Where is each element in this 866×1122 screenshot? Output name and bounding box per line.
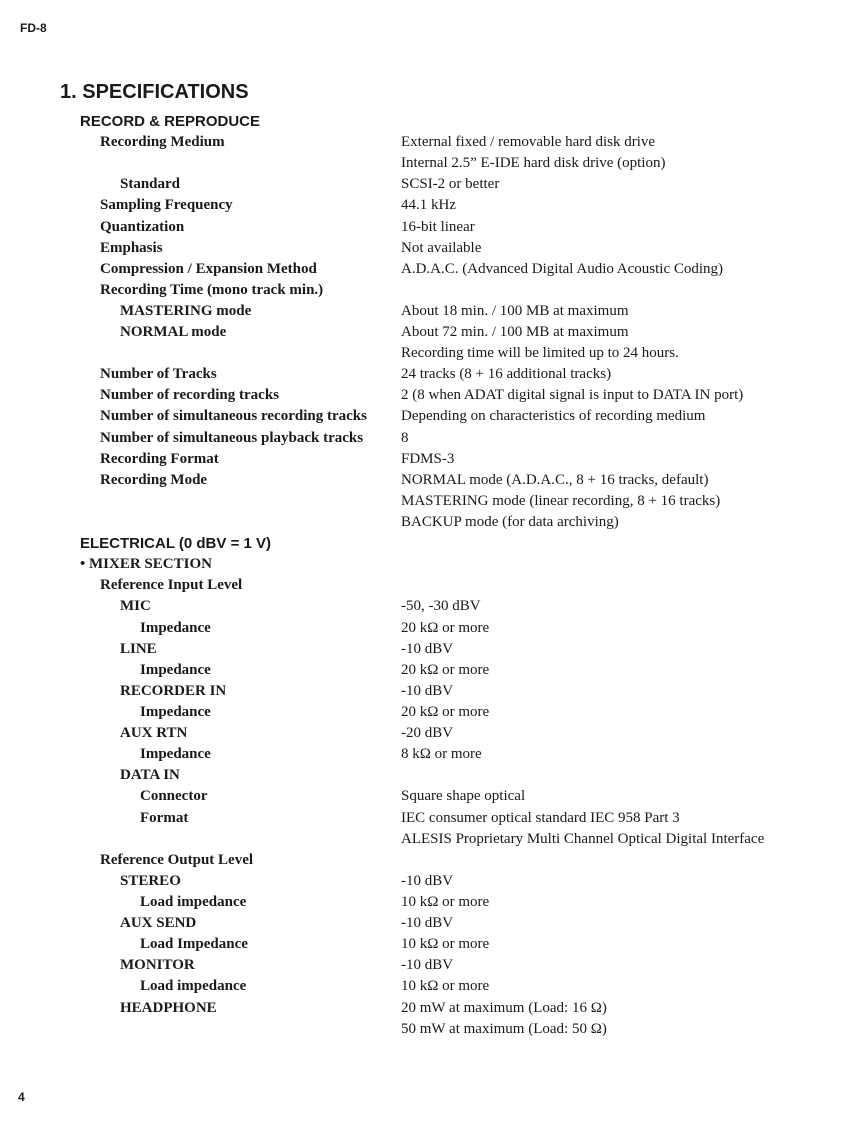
spec-row xyxy=(0,913,866,934)
spec-label: • MIXER SECTION xyxy=(80,556,212,572)
spec-value: -20 dBV xyxy=(401,725,454,741)
spec-value: -10 dBV xyxy=(401,915,454,931)
spec-label: Recording Format xyxy=(100,451,219,467)
spec-row xyxy=(0,322,866,343)
spec-row xyxy=(0,660,866,681)
spec-row xyxy=(0,618,866,639)
spec-value: -10 dBV xyxy=(401,641,454,657)
spec-row xyxy=(0,364,866,385)
spec-value: Square shape optical xyxy=(401,788,526,804)
spec-row xyxy=(0,681,866,702)
spec-row xyxy=(0,385,866,406)
spec-label: Quantization xyxy=(100,219,185,235)
spec-row xyxy=(0,765,866,786)
spec-value: MASTERING mode (linear recording, 8 + 16 tracks) xyxy=(401,493,721,509)
spec-label: MONITOR xyxy=(120,957,195,973)
spec-label: Impedance xyxy=(140,746,211,762)
spec-value: -10 dBV xyxy=(401,683,454,699)
spec-label: ELECTRICAL (0 dBV = 1 V) xyxy=(80,535,272,552)
spec-row xyxy=(0,217,866,238)
spec-label: Reference Output Level xyxy=(100,852,254,868)
spec-row xyxy=(0,871,866,892)
spec-row xyxy=(0,955,866,976)
spec-row xyxy=(0,976,866,997)
spec-value: 20 kΩ or more xyxy=(401,620,490,636)
spec-label: RECORD & REPRODUCE xyxy=(80,113,261,130)
spec-row xyxy=(0,639,866,660)
spec-row xyxy=(0,406,866,427)
spec-label: MIC xyxy=(120,598,151,614)
spec-row xyxy=(0,723,866,744)
spec-label: Load impedance xyxy=(140,978,247,994)
spec-row xyxy=(0,343,866,364)
spec-value: BACKUP mode (for data archiving) xyxy=(401,514,619,530)
spec-label: Number of Tracks xyxy=(100,366,217,382)
spec-value: -10 dBV xyxy=(401,957,454,973)
spec-value: Not available xyxy=(401,240,482,256)
spec-label: Impedance xyxy=(140,704,211,720)
spec-value: 2 (8 when ADAT digital signal is input to DATA IN port) xyxy=(401,387,744,403)
spec-value: 8 xyxy=(401,430,409,446)
spec-label: STEREO xyxy=(120,873,181,889)
spec-value: Recording time will be limited up to 24 hours. xyxy=(401,345,679,361)
spec-row xyxy=(0,174,866,195)
spec-value: External fixed / removable hard disk drive xyxy=(401,134,656,150)
spec-row xyxy=(0,470,866,491)
spec-label: DATA IN xyxy=(120,767,180,783)
spec-label: Recording Medium xyxy=(100,134,225,150)
spec-label: HEADPHONE xyxy=(120,1000,217,1016)
spec-row xyxy=(0,744,866,765)
spec-row xyxy=(0,786,866,807)
spec-value: 10 kΩ or more xyxy=(401,978,490,994)
spec-row xyxy=(0,132,866,153)
spec-row xyxy=(0,829,866,850)
spec-row xyxy=(0,491,866,512)
spec-row xyxy=(0,892,866,913)
spec-value: 20 kΩ or more xyxy=(401,704,490,720)
spec-row xyxy=(0,934,866,955)
spec-label: Format xyxy=(140,810,189,826)
spec-value: 10 kΩ or more xyxy=(401,936,490,952)
spec-value: FDMS-3 xyxy=(401,451,455,467)
spec-value: 20 kΩ or more xyxy=(401,662,490,678)
spec-value: SCSI-2 or better xyxy=(401,176,500,192)
spec-value: 24 tracks (8 + 16 additional tracks) xyxy=(401,366,612,382)
spec-row xyxy=(0,575,866,596)
spec-value: IEC consumer optical standard IEC 958 Part 3 xyxy=(401,810,680,826)
page-title: 1. SPECIFICATIONS xyxy=(60,81,249,103)
spec-value: About 72 min. / 100 MB at maximum xyxy=(401,324,629,340)
spec-value: -50, -30 dBV xyxy=(401,598,481,614)
spec-row xyxy=(0,428,866,449)
spec-value: ALESIS Proprietary Multi Channel Optical Digital Interface xyxy=(401,831,765,847)
spec-label: Impedance xyxy=(140,662,211,678)
spec-row xyxy=(0,850,866,871)
spec-row xyxy=(0,998,866,1019)
spec-label: LINE xyxy=(120,641,157,657)
section-heading-record xyxy=(0,111,866,132)
spec-label: Number of simultaneous playback tracks xyxy=(100,430,364,446)
spec-row xyxy=(0,259,866,280)
spec-value: 20 mW at maximum (Load: 16 Ω) xyxy=(401,1000,607,1016)
spec-label: Connector xyxy=(140,788,208,804)
spec-value: Internal 2.5” E-IDE hard disk drive (option) xyxy=(401,155,666,171)
spec-row xyxy=(0,1019,866,1040)
section-heading-electrical xyxy=(0,533,866,554)
spec-row xyxy=(0,449,866,470)
spec-label: Number of recording tracks xyxy=(100,387,280,403)
spec-value: NORMAL mode (A.D.A.C., 8 + 16 tracks, default) xyxy=(401,472,709,488)
spec-value: About 18 min. / 100 MB at maximum xyxy=(401,303,629,319)
spec-value: 44.1 kHz xyxy=(401,197,456,213)
spec-label: AUX SEND xyxy=(120,915,197,931)
spec-value: 10 kΩ or more xyxy=(401,894,490,910)
page-header: FD-8 xyxy=(20,21,47,35)
spec-label: RECORDER IN xyxy=(120,683,227,699)
spec-label: Recording Time (mono track min.) xyxy=(100,282,324,298)
spec-value: -10 dBV xyxy=(401,873,454,889)
spec-row xyxy=(0,512,866,533)
spec-value: A.D.A.C. (Advanced Digital Audio Acoustic Coding) xyxy=(401,261,724,277)
spec-row xyxy=(0,702,866,723)
spec-label: NORMAL mode xyxy=(120,324,227,340)
spec-value: 8 kΩ or more xyxy=(401,746,482,762)
spec-row xyxy=(0,808,866,829)
spec-label: Recording Mode xyxy=(100,472,208,488)
spec-label: Sampling Frequency xyxy=(100,197,233,213)
spec-label: Standard xyxy=(120,176,181,192)
spec-label: Reference Input Level xyxy=(100,577,243,593)
spec-row xyxy=(0,596,866,617)
spec-row xyxy=(0,153,866,174)
spec-label: Emphasis xyxy=(100,240,163,256)
spec-label: AUX RTN xyxy=(120,725,188,741)
spec-label: Number of simultaneous recording tracks xyxy=(100,408,367,424)
spec-label: Load impedance xyxy=(140,894,247,910)
spec-value: Depending on characteristics of recording medium xyxy=(401,408,706,424)
spec-row xyxy=(0,280,866,301)
spec-row xyxy=(0,301,866,322)
spec-row xyxy=(0,238,866,259)
spec-value: 50 mW at maximum (Load: 50 Ω) xyxy=(401,1021,607,1037)
spec-label: Impedance xyxy=(140,620,211,636)
subsection-heading-mixer xyxy=(0,554,866,575)
spec-value: 16-bit linear xyxy=(401,219,475,235)
spec-label: Load Impedance xyxy=(140,936,248,952)
page-number: 4 xyxy=(18,1090,25,1104)
spec-row xyxy=(0,195,866,216)
spec-label: Compression / Expansion Method xyxy=(100,261,317,277)
spec-label: MASTERING mode xyxy=(120,303,252,319)
